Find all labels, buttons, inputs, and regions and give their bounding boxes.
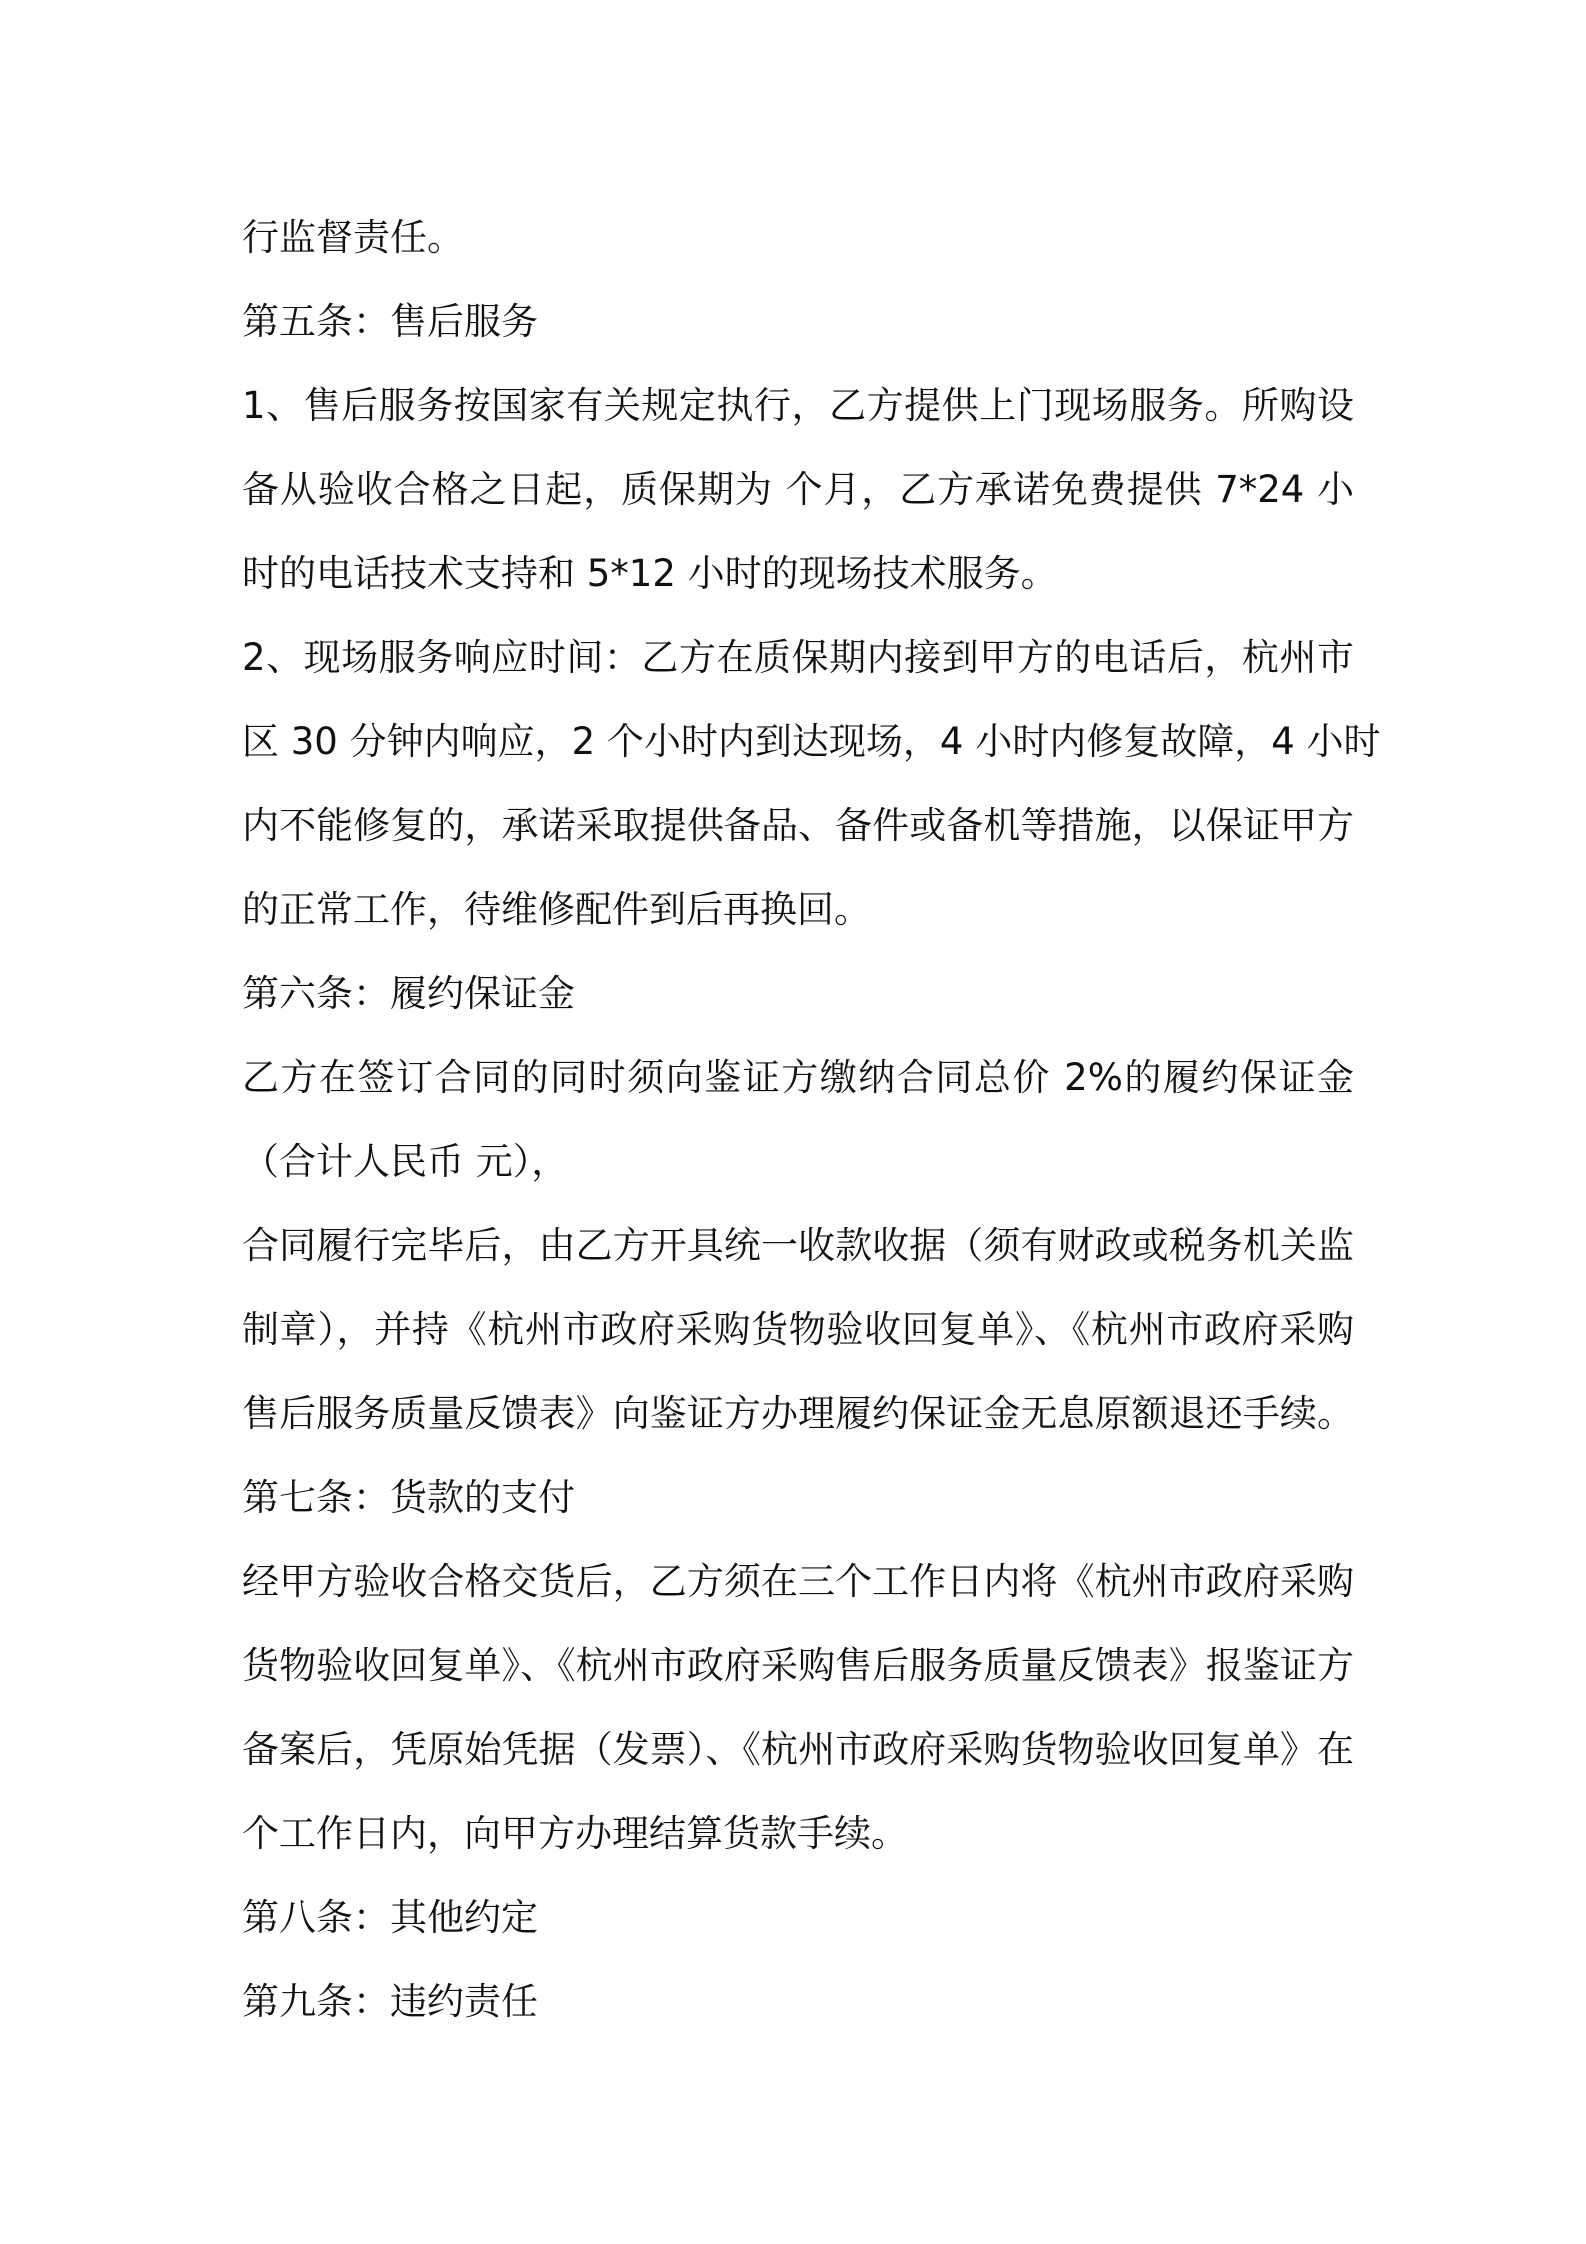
text-line: 备从验收合格之日起，质保期为 个月，乙方承诺免费提供 7*24 小: [242, 468, 1354, 511]
document-body: [242, 196, 1381, 2044]
text-line: 乙方在签订合同的同时须向鉴证方缴纳合同总价 2%的履约保证金: [242, 1056, 1354, 1099]
section-heading-article-9: 第九条：违约责任: [242, 1980, 538, 2023]
text-line: 制章），并持《杭州市政府采购货物验收回复单》、《杭州市政府采购: [242, 1308, 1354, 1351]
text-line: 合同履行完毕后，由乙方开具统一收款收据（须有财政或税务机关监: [242, 1224, 1354, 1267]
text-line: 的正常工作，待维修配件到后再换回。: [242, 888, 871, 931]
section-heading-article-7: 第七条：货款的支付: [242, 1476, 575, 1519]
text-line: （合计人民币 元），: [242, 1140, 569, 1183]
text-line: 售后服务质量反馈表》向鉴证方办理履约保证金无息原额退还手续。: [242, 1392, 1354, 1435]
text-line: 行监督责任。: [242, 216, 464, 259]
text-line: 备案后，凭原始凭据（发票）、《杭州市政府采购货物验收回复单》在: [242, 1728, 1354, 1771]
text-line: 货物验收回复单》、《杭州市政府采购售后服务质量反馈表》报鉴证方: [242, 1644, 1354, 1687]
text-line: 时的电话技术支持和 5*12 小时的现场技术服务。: [242, 552, 1058, 595]
section-heading-article-6: 第六条：履约保证金: [242, 972, 575, 1015]
text-line: 区 30 分钟内响应，2 个小时内到达现场，4 小时内修复故障，4 小时: [242, 720, 1381, 763]
section-heading-article-8: 第八条：其他约定: [242, 1896, 538, 1939]
text-line: 2、现场服务响应时间：乙方在质保期内接到甲方的电话后，杭州市: [242, 636, 1354, 679]
section-heading-article-5: 第五条：售后服务: [242, 300, 538, 343]
text-line: 内不能修复的，承诺采取提供备品、备件或备机等措施，以保证甲方: [242, 804, 1354, 847]
text-line: 1、售后服务按国家有关规定执行，乙方提供上门现场服务。所购设: [242, 384, 1354, 427]
text-line: 经甲方验收合格交货后，乙方须在三个工作日内将《杭州市政府采购: [242, 1560, 1354, 1603]
text-line: 个工作日内，向甲方办理结算货款手续。: [242, 1812, 908, 1855]
